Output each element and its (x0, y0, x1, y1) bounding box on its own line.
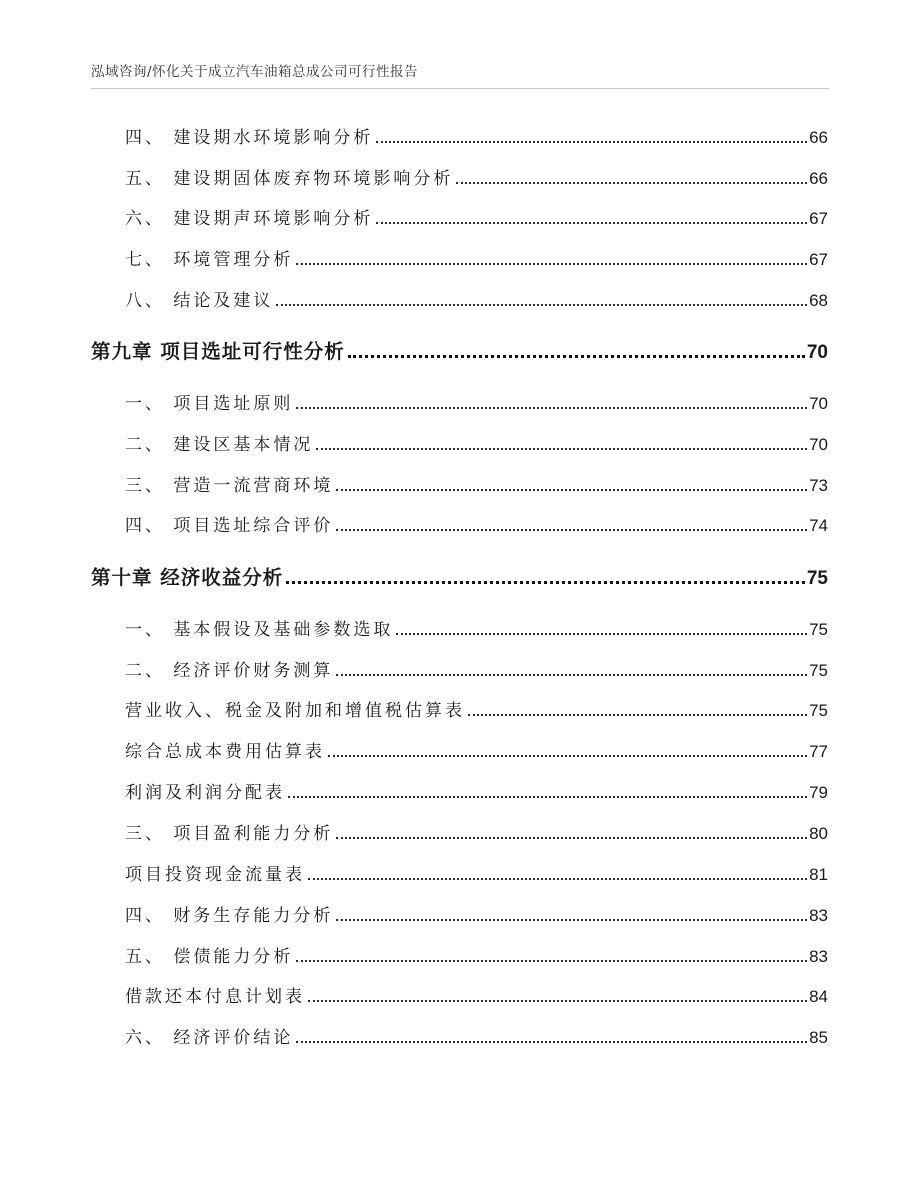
toc-chapter-title: 第十章 经济收益分析 (91, 566, 284, 589)
toc-entry-title: 三、 项目盈利能力分析 (125, 824, 334, 844)
toc-entry[interactable] (125, 738, 828, 762)
toc-entry[interactable] (125, 902, 828, 926)
toc-leader-dots (336, 529, 807, 531)
toc-entry[interactable] (125, 820, 828, 844)
toc-entry-title: 三、 营造一流营商环境 (125, 476, 334, 496)
toc-entry-page: 66 (809, 169, 828, 188)
toc-entry[interactable] (125, 287, 828, 311)
toc-leader-dots (376, 222, 807, 224)
toc-leader-dots (336, 489, 807, 491)
toc-entry[interactable] (125, 165, 828, 189)
toc-leader-dots (296, 1041, 807, 1043)
toc-entry-title: 二、 经济评价财务测算 (125, 661, 334, 681)
toc-entry[interactable] (125, 861, 828, 885)
toc-entry-page: 77 (809, 742, 828, 761)
toc-chapter-title: 第九章 项目选址可行性分析 (91, 340, 345, 363)
toc-leader-dots (348, 355, 805, 358)
toc-entry-page: 75 (809, 701, 828, 720)
toc-leader-dots (276, 304, 807, 306)
toc-entry[interactable] (125, 983, 828, 1007)
toc-entry-title: 项目投资现金流量表 (125, 865, 305, 885)
toc-entry[interactable] (125, 472, 828, 496)
toc-entry[interactable] (125, 657, 828, 681)
toc-entry[interactable] (125, 246, 828, 270)
toc-entry-title: 利润及利润分配表 (125, 783, 285, 803)
toc-leader-dots (296, 263, 807, 265)
toc-leader-dots (336, 674, 807, 676)
toc-entry-title: 综合总成本费用估算表 (125, 742, 325, 762)
toc-entry-page: 70 (809, 394, 828, 413)
toc-entry-page: 79 (809, 783, 828, 802)
toc-entry[interactable] (125, 943, 828, 967)
toc-entry[interactable] (125, 390, 828, 414)
toc-entry-page: 81 (809, 865, 828, 884)
toc-chapter-page: 75 (806, 568, 828, 589)
toc-entry-page: 74 (809, 516, 828, 535)
toc-chapter-entry[interactable] (91, 336, 828, 364)
toc-leader-dots (316, 448, 807, 450)
page-header: 泓域咨询/怀化关于成立汽车油箱总成公司可行性报告 (91, 64, 419, 80)
toc-entry-title: 六、 建设期声环境影响分析 (125, 209, 374, 229)
toc-entry-page: 68 (809, 291, 828, 310)
header-divider (91, 88, 829, 89)
toc-chapter-entry[interactable] (91, 562, 828, 590)
toc-leader-dots (296, 407, 807, 409)
toc-entry-title: 五、 建设期固体废弃物环境影响分析 (125, 169, 454, 189)
toc-leader-dots (286, 581, 805, 584)
toc-entry-title: 四、 建设期水环境影响分析 (125, 128, 374, 148)
toc-entry-title: 四、 财务生存能力分析 (125, 906, 334, 926)
toc-leader-dots (328, 755, 807, 757)
toc-entry-title: 借款还本付息计划表 (125, 987, 305, 1007)
toc-leader-dots (376, 141, 807, 143)
toc-chapter-page: 70 (806, 342, 828, 363)
toc-entry-title: 一、 基本假设及基础参数选取 (125, 620, 394, 640)
toc-entry-title: 七、 环境管理分析 (125, 250, 294, 270)
toc-entry-title: 六、 经济评价结论 (125, 1028, 294, 1048)
toc-entry[interactable] (125, 779, 828, 803)
toc-entry-page: 75 (809, 661, 828, 680)
toc-entry-title: 营业收入、税金及附加和增值税估算表 (125, 701, 465, 721)
toc-entry[interactable] (125, 431, 828, 455)
toc-leader-dots (308, 1000, 807, 1002)
toc-leader-dots (456, 182, 807, 184)
toc-entry[interactable] (125, 697, 828, 721)
toc-entry-page: 67 (809, 250, 828, 269)
toc-leader-dots (296, 960, 807, 962)
toc-leader-dots (308, 878, 807, 880)
toc-entry-page: 84 (809, 987, 828, 1006)
toc-leader-dots (288, 796, 807, 798)
toc-entry-page: 80 (809, 824, 828, 843)
toc-entry[interactable] (125, 1024, 828, 1048)
toc-entry[interactable] (125, 205, 828, 229)
toc-entry-title: 五、 偿债能力分析 (125, 947, 294, 967)
toc-leader-dots (468, 714, 807, 716)
toc-entry-page: 83 (809, 906, 828, 925)
toc-entry-title: 一、 项目选址原则 (125, 394, 294, 414)
toc-entry-title: 八、 结论及建议 (125, 291, 274, 311)
toc-entry-page: 66 (809, 128, 828, 147)
toc-entry-page: 75 (809, 620, 828, 639)
toc-entry-page: 67 (809, 209, 828, 228)
toc-entry[interactable] (125, 124, 828, 148)
toc-entry[interactable] (125, 512, 828, 536)
toc-entry[interactable] (125, 616, 828, 640)
toc-entry-page: 70 (809, 435, 828, 454)
toc-entry-page: 85 (809, 1028, 828, 1047)
toc-entry-page: 83 (809, 947, 828, 966)
toc-leader-dots (396, 633, 807, 635)
toc-entry-title: 二、 建设区基本情况 (125, 435, 314, 455)
toc-entry-page: 73 (809, 476, 828, 495)
toc-entry-title: 四、 项目选址综合评价 (125, 516, 334, 536)
toc-leader-dots (336, 837, 807, 839)
toc-leader-dots (336, 919, 807, 921)
